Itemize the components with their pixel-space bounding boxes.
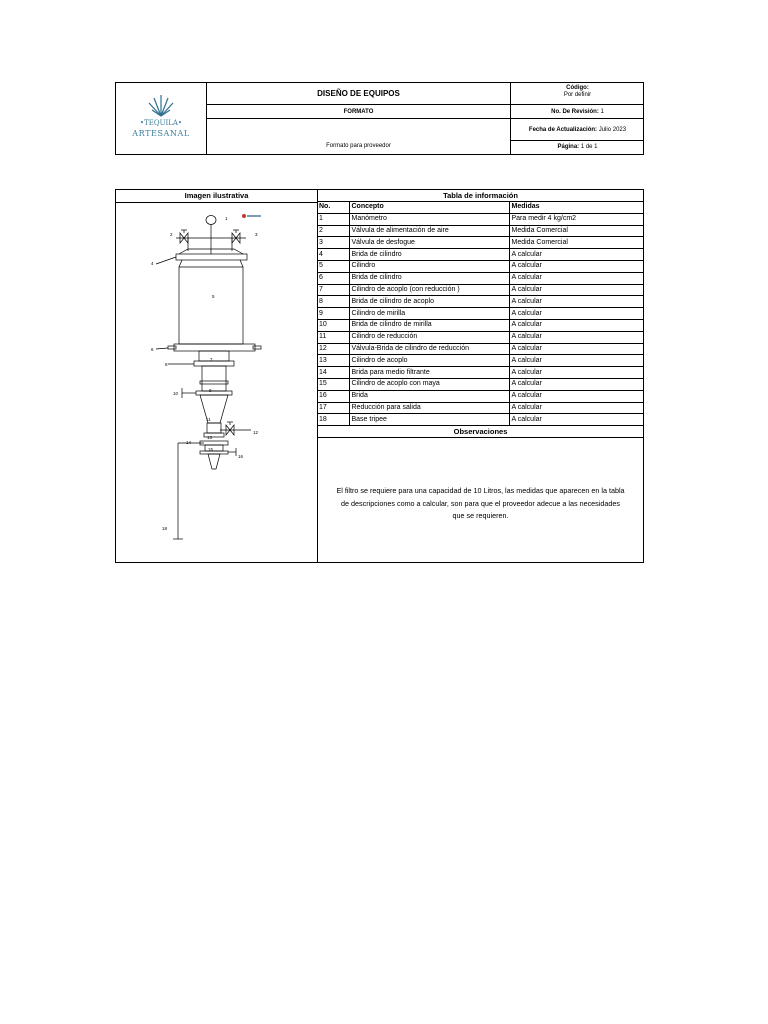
svg-text:13: 13	[207, 435, 213, 440]
observaciones-line: que se requieren.	[452, 511, 509, 520]
row-concepto: Válvula de desfogue	[349, 237, 509, 249]
table-row	[317, 225, 644, 237]
column-header: Concepto	[349, 202, 509, 214]
filter-diagram	[116, 203, 316, 561]
illustration-title: Imagen ilustrativa	[116, 190, 317, 203]
row-concepto: Válvula de alimentación de aire	[349, 225, 509, 237]
row-concepto: Brida de cilindro de mirilla	[349, 319, 509, 331]
pagina-cell	[511, 141, 644, 154]
svg-text:8: 8	[165, 362, 168, 367]
observaciones-line: El filtro se requiere para una capacidad de 10 Litros, las medidas que aparecen en la tabla	[336, 486, 625, 495]
row-medidas: A calcular	[509, 272, 644, 284]
svg-text:3: 3	[255, 232, 258, 237]
row-number: 15	[317, 378, 349, 390]
row-number: 5	[317, 260, 349, 272]
table-row	[317, 308, 644, 320]
row-medidas: A calcular	[509, 355, 644, 367]
fecha-cell	[511, 119, 644, 141]
row-concepto: Cilindro de acoplo (con reducción )	[349, 284, 509, 296]
row-medidas: A calcular	[509, 343, 644, 355]
main-section	[115, 189, 644, 563]
codigo-cell	[511, 83, 644, 105]
row-number: 9	[317, 308, 349, 320]
table-row	[317, 296, 644, 308]
row-medidas: Medida Comercial	[509, 225, 644, 237]
row-number: 16	[317, 390, 349, 402]
row-concepto: Reducción para salida	[349, 402, 509, 414]
logo	[116, 83, 207, 154]
svg-text:1: 1	[225, 216, 228, 221]
row-medidas: A calcular	[509, 367, 644, 379]
row-concepto: Brida de cilindro	[349, 249, 509, 261]
pagina-label: Página:	[557, 144, 580, 150]
svg-text:10: 10	[173, 391, 179, 396]
row-concepto: Brida	[349, 390, 509, 402]
svg-text:11: 11	[206, 417, 211, 422]
row-medidas: Para medir 4 kg/cm2	[509, 213, 644, 225]
codigo-value: Por definir	[563, 92, 592, 98]
row-medidas: A calcular	[509, 402, 644, 414]
row-medidas: A calcular	[509, 378, 644, 390]
svg-text:4: 4	[151, 261, 154, 266]
fecha-label: Fecha de Actualización:	[528, 127, 598, 133]
logo-line2: ARTESANAL	[132, 129, 190, 138]
row-medidas: A calcular	[509, 284, 644, 296]
formato-description: Formato para proveedor	[207, 119, 511, 154]
row-concepto: Cilindro de acoplo con maya	[349, 378, 509, 390]
row-concepto: Brida de cilindro de acoplo	[349, 296, 509, 308]
table-row	[317, 319, 644, 331]
svg-text:16: 16	[238, 454, 244, 459]
table-row	[317, 378, 644, 390]
small-logo-icon	[242, 214, 261, 218]
info-table-title: Tabla de información	[317, 190, 644, 202]
table-row	[317, 260, 644, 272]
row-concepto: Manómetro	[349, 213, 509, 225]
row-concepto: Cilindro de reducción	[349, 331, 509, 343]
table-row	[317, 249, 644, 261]
row-number: 8	[317, 296, 349, 308]
row-medidas: A calcular	[509, 260, 644, 272]
row-medidas: A calcular	[509, 308, 644, 320]
table-row	[317, 367, 644, 379]
row-medidas: A calcular	[509, 331, 644, 343]
row-number: 10	[317, 319, 349, 331]
row-number: 17	[317, 402, 349, 414]
table-row	[317, 355, 644, 367]
table-row	[317, 284, 644, 296]
observaciones-text	[317, 485, 644, 523]
document-header	[115, 82, 644, 155]
svg-text:14: 14	[186, 440, 192, 445]
column-header: Medidas	[509, 202, 644, 214]
table-row	[317, 402, 644, 414]
table-row	[317, 237, 644, 249]
row-number: 14	[317, 367, 349, 379]
row-number: 4	[317, 249, 349, 261]
svg-text:2: 2	[170, 232, 173, 237]
observaciones-line: de descripciones como a calcular, son para que el proveedor adecue a las necesidades	[341, 498, 620, 508]
row-medidas: A calcular	[509, 414, 644, 426]
row-number: 13	[317, 355, 349, 367]
row-number: 6	[317, 272, 349, 284]
table-row	[317, 343, 644, 355]
row-concepto: Brida para medio filtrante	[349, 367, 509, 379]
column-header: No.	[317, 202, 349, 214]
svg-text:7: 7	[210, 357, 213, 362]
row-concepto: Base tripee	[349, 414, 509, 426]
observaciones-title: Observaciones	[317, 426, 644, 438]
row-medidas: A calcular	[509, 319, 644, 331]
row-concepto: Cilindro de acoplo	[349, 355, 509, 367]
svg-text:15: 15	[208, 447, 214, 452]
revision-value: 1	[600, 109, 604, 115]
svg-text:5: 5	[212, 294, 215, 299]
revision-label: No. De Revisión:	[551, 109, 599, 115]
formato-label: FORMATO	[207, 105, 511, 119]
table-header-row	[317, 202, 644, 214]
row-number: 18	[317, 414, 349, 426]
svg-text:9: 9	[209, 388, 212, 393]
row-number: 2	[317, 225, 349, 237]
revision-cell	[511, 105, 644, 119]
info-table	[317, 190, 644, 438]
table-row	[317, 331, 644, 343]
fecha-value: Julio 2023	[598, 127, 627, 133]
table-row	[317, 414, 644, 426]
row-number: 11	[317, 331, 349, 343]
table-row	[317, 213, 644, 225]
svg-text:18: 18	[162, 526, 168, 531]
illustration-panel	[116, 190, 318, 562]
row-concepto: Cilindro de mirilla	[349, 308, 509, 320]
table-row	[317, 272, 644, 284]
row-concepto: Cilindro	[349, 260, 509, 272]
svg-text:6: 6	[151, 347, 154, 352]
row-medidas: A calcular	[509, 296, 644, 308]
row-medidas: Medida Comercial	[509, 237, 644, 249]
row-number: 1	[317, 213, 349, 225]
logo-line1: •TEQUILA•	[139, 119, 183, 127]
row-concepto: Brida de cilindro	[349, 272, 509, 284]
svg-text:12: 12	[253, 430, 259, 435]
row-medidas: A calcular	[509, 390, 644, 402]
row-concepto: Válvula-Brida de cilindro de reducción	[349, 343, 509, 355]
pagina-value: 1 de 1	[580, 144, 598, 150]
row-number: 7	[317, 284, 349, 296]
codigo-label: Código:	[566, 85, 589, 91]
row-medidas: A calcular	[509, 249, 644, 261]
row-number: 12	[317, 343, 349, 355]
row-number: 3	[317, 237, 349, 249]
document-title: DISEÑO DE EQUIPOS	[207, 83, 511, 105]
table-row	[317, 390, 644, 402]
